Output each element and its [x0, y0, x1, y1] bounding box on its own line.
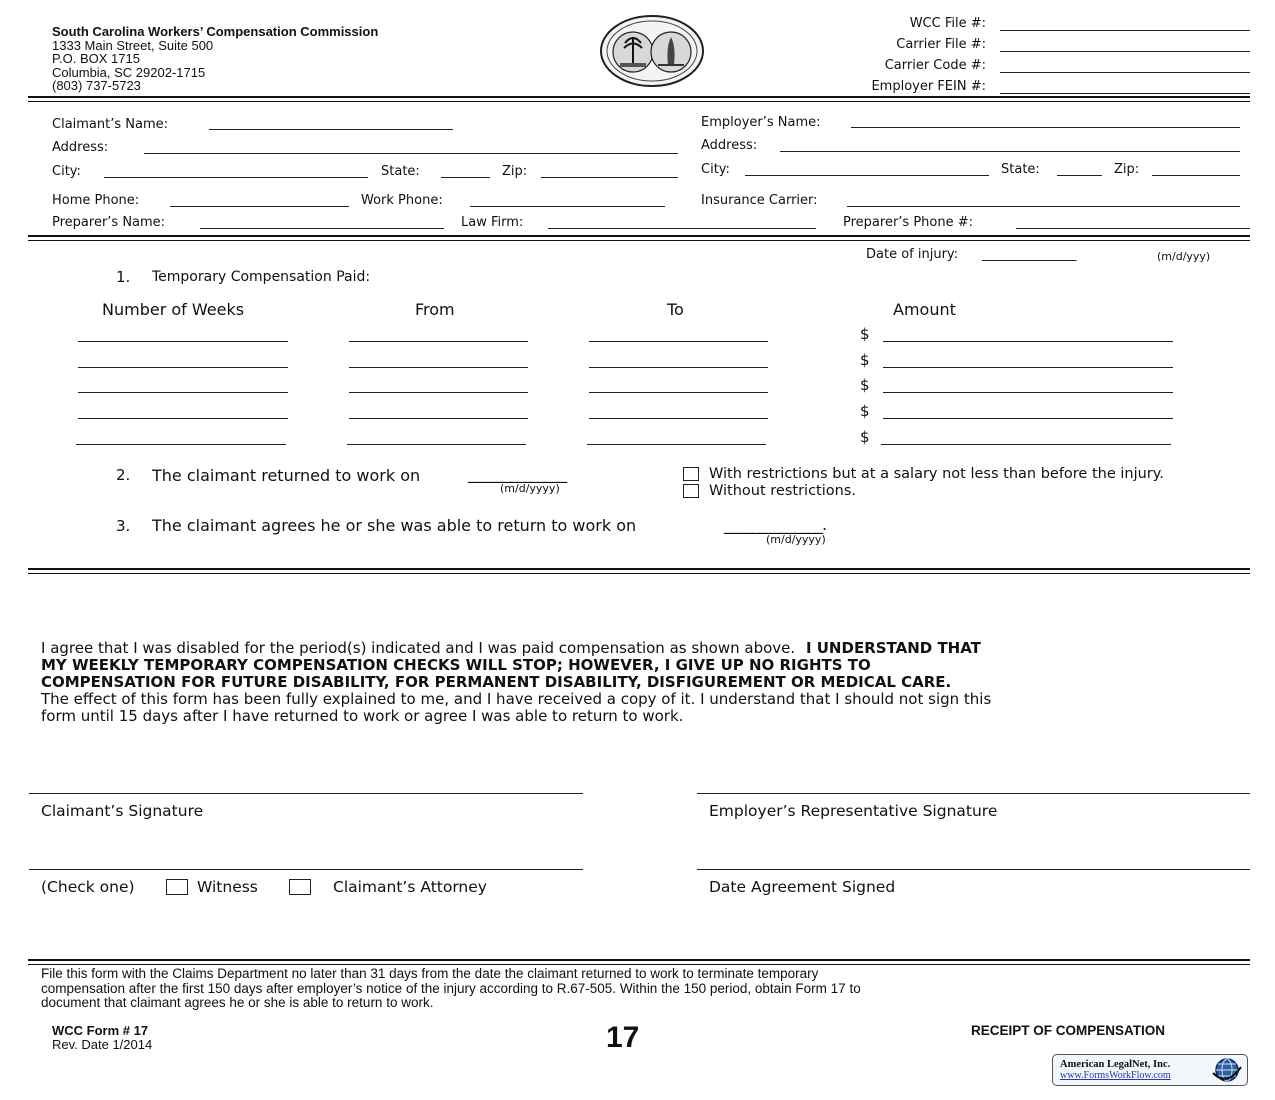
without-restrictions-checkbox[interactable]: [683, 484, 699, 498]
section-divider: [28, 568, 1250, 574]
preparer-name-input[interactable]: [200, 228, 444, 229]
dollar-sign: $: [860, 402, 870, 420]
witness-checkbox[interactable]: [166, 879, 188, 895]
claimant-address-input[interactable]: [144, 153, 678, 154]
section-2-text: The claimant returned to work on: [152, 466, 421, 485]
dollar-sign: $: [860, 325, 870, 343]
date-signed-line[interactable]: [697, 869, 1250, 870]
dollar-sign: $: [860, 351, 870, 369]
carrier-code-input[interactable]: [1000, 72, 1250, 73]
section-2-number: 2.: [116, 466, 131, 484]
claimant-signature-line[interactable]: [29, 793, 583, 794]
return-date-input[interactable]: ______________: [468, 464, 566, 483]
claimant-state-label: State:: [381, 164, 420, 179]
claimant-signature-label: Claimant’s Signature: [41, 802, 204, 820]
badge-url[interactable]: www.FormsWorkFlow.com: [1060, 1070, 1171, 1081]
without-restrictions-label: Without restrictions.: [709, 483, 856, 499]
carrier-file-label: Carrier File #:: [896, 37, 986, 52]
section-1-number: 1.: [116, 268, 131, 286]
footer-divider: [28, 959, 1250, 965]
home-phone-label: Home Phone:: [52, 193, 140, 208]
agreement-line-4: The effect of this form has been fully explained to me, and I have received a copy of it. I understand that I should not sign this: [41, 690, 992, 708]
with-restrictions-label: With restrictions but at a salary not less than before the injury.: [709, 466, 1164, 482]
dollar-sign: $: [860, 376, 870, 394]
badge-name: American LegalNet, Inc.: [1060, 1059, 1171, 1070]
info-divider: [28, 235, 1250, 241]
attorney-checkbox[interactable]: [289, 879, 311, 895]
amount-input[interactable]: [883, 418, 1173, 419]
weeks-input[interactable]: [76, 444, 286, 445]
witness-label: Witness: [197, 878, 258, 896]
carrier-code-label: Carrier Code #:: [884, 58, 986, 73]
from-input[interactable]: [349, 418, 528, 419]
col-header-to: To: [667, 300, 684, 319]
insurance-carrier-input[interactable]: [847, 206, 1240, 207]
to-input[interactable]: [589, 341, 768, 342]
agency-address-line-3: Columbia, SC 29202-1715: [52, 65, 206, 80]
claimant-state-input[interactable]: [441, 177, 490, 178]
to-input[interactable]: [589, 418, 768, 419]
instructions-line-2: compensation after the first 150 days after employer’s notice of the injury according to R.67-505. Within the 150 period, obtain Form 17 to: [41, 981, 861, 996]
revision-date: Rev. Date 1/2014: [52, 1037, 153, 1052]
able-to-return-date-format: (m/d/yyyy): [766, 533, 826, 546]
agency-address-line-2: P.O. BOX 1715: [52, 51, 140, 66]
form-big-number: 17: [606, 1021, 640, 1054]
employer-name-label: Employer’s Name:: [701, 115, 821, 130]
weeks-input[interactable]: [78, 341, 288, 342]
wcc-file-label: WCC File #:: [909, 16, 986, 31]
globe-icon: [1211, 1057, 1243, 1083]
claimant-zip-input[interactable]: [541, 177, 678, 178]
agreement-line-1: [41, 639, 981, 657]
from-input[interactable]: [349, 392, 528, 393]
carrier-file-input[interactable]: [1000, 51, 1250, 52]
amount-input[interactable]: [883, 392, 1173, 393]
date-of-injury-format: (m/d/yyy): [1157, 250, 1211, 263]
claimant-zip-label: Zip:: [502, 164, 528, 179]
amount-input[interactable]: [883, 341, 1173, 342]
claimant-address-label: Address:: [52, 140, 109, 155]
wcc-file-input[interactable]: [1000, 30, 1250, 31]
legalnet-badge[interactable]: [1052, 1054, 1248, 1086]
work-phone-input[interactable]: [470, 206, 665, 207]
col-header-amount: Amount: [893, 300, 956, 319]
employer-address-label: Address:: [701, 138, 758, 153]
to-input[interactable]: [589, 367, 768, 368]
from-input[interactable]: [349, 341, 528, 342]
employer-fein-label: Employer FEIN #:: [871, 79, 986, 94]
preparer-name-label: Preparer’s Name:: [52, 215, 166, 230]
agreement-line-5: form until 15 days after I have returned to work or agree I was able to return to work.: [41, 707, 684, 725]
insurance-carrier-label: Insurance Carrier:: [701, 193, 818, 208]
employer-city-label: City:: [701, 162, 730, 177]
section-3-number: 3.: [116, 517, 131, 535]
agreement-line-3: COMPENSATION FOR FUTURE DISABILITY, FOR PERMANENT DISABILITY, DISFIGUREMENT OR MEDICAL CARE.: [41, 673, 952, 691]
employer-signature-label: Employer’s Representative Signature: [709, 802, 998, 820]
law-firm-label: Law Firm:: [461, 215, 524, 230]
agreement-line-1-bold: I UNDERSTAND THAT: [805, 639, 981, 657]
return-date-format: (m/d/yyyy): [500, 482, 560, 495]
employer-zip-label: Zip:: [1114, 162, 1140, 177]
check-one-label: (Check one): [41, 878, 135, 896]
witness-signature-line[interactable]: [29, 869, 583, 870]
date-of-injury-input[interactable]: _________________: [982, 247, 1076, 262]
instructions-line-3: document that claimant agrees he or she is able to return to work.: [41, 995, 434, 1010]
dollar-sign: $: [860, 428, 870, 446]
agency-address-line-1: 1333 Main Street, Suite 500: [52, 38, 214, 53]
date-of-injury-label: Date of injury:: [866, 247, 959, 262]
amount-input[interactable]: [883, 367, 1173, 368]
claimant-city-label: City:: [52, 164, 81, 179]
to-input[interactable]: [589, 392, 768, 393]
from-input[interactable]: [347, 444, 526, 445]
claimant-city-input[interactable]: [104, 177, 368, 178]
work-phone-label: Work Phone:: [361, 193, 443, 208]
agency-phone: (803) 737-5723: [52, 78, 141, 93]
agreement-line-1-normal: I agree that I was disabled for the period(s) indicated and I was paid compensation as shown above.: [41, 639, 796, 657]
state-seal-icon: [600, 15, 704, 87]
form-number: WCC Form # 17: [52, 1023, 149, 1038]
employer-address-input[interactable]: [780, 151, 1240, 152]
col-header-from: From: [415, 300, 455, 319]
preparer-phone-input[interactable]: [1016, 228, 1250, 229]
preparer-phone-label: Preparer’s Phone #:: [843, 215, 973, 230]
section-3-text: The claimant agrees he or she was able to return to work on: [152, 516, 637, 535]
claimant-name-label: Claimant’s Name:: [52, 117, 169, 132]
employer-name-input[interactable]: [851, 127, 1240, 128]
from-input[interactable]: [349, 367, 528, 368]
employer-signature-line[interactable]: [697, 793, 1250, 794]
attorney-label: Claimant’s Attorney: [333, 878, 487, 896]
employer-fein-input[interactable]: [1000, 93, 1250, 94]
employer-city-input[interactable]: [745, 175, 989, 176]
section-1-title: Temporary Compensation Paid:: [152, 269, 371, 285]
amount-input[interactable]: [881, 444, 1171, 445]
home-phone-input[interactable]: [170, 206, 349, 207]
agreement-line-2: MY WEEKLY TEMPORARY COMPENSATION CHECKS WILL STOP; HOWEVER, I GIVE UP NO RIGHTS TO: [41, 656, 871, 674]
weeks-input[interactable]: [78, 418, 288, 419]
weeks-input[interactable]: [78, 367, 288, 368]
weeks-input[interactable]: [78, 392, 288, 393]
employer-state-input[interactable]: [1057, 175, 1102, 176]
able-to-return-date-input[interactable]: ______________.: [724, 515, 827, 534]
col-header-weeks: Number of Weeks: [102, 300, 245, 319]
date-signed-label: Date Agreement Signed: [709, 878, 896, 896]
header-divider: [28, 96, 1250, 102]
employer-zip-input[interactable]: [1152, 175, 1240, 176]
law-firm-input[interactable]: [548, 228, 816, 229]
instructions-line-1: File this form with the Claims Department no later than 31 days from the date the claimant returned to work to terminate temporary: [41, 966, 819, 981]
claimant-name-input[interactable]: [209, 129, 453, 130]
form-title: RECEIPT OF COMPENSATION: [971, 1023, 1166, 1038]
employer-state-label: State:: [1001, 162, 1040, 177]
to-input[interactable]: [587, 444, 766, 445]
agency-name: South Carolina Workers’ Compensation Commission: [52, 24, 379, 39]
with-restrictions-checkbox[interactable]: [683, 467, 699, 481]
